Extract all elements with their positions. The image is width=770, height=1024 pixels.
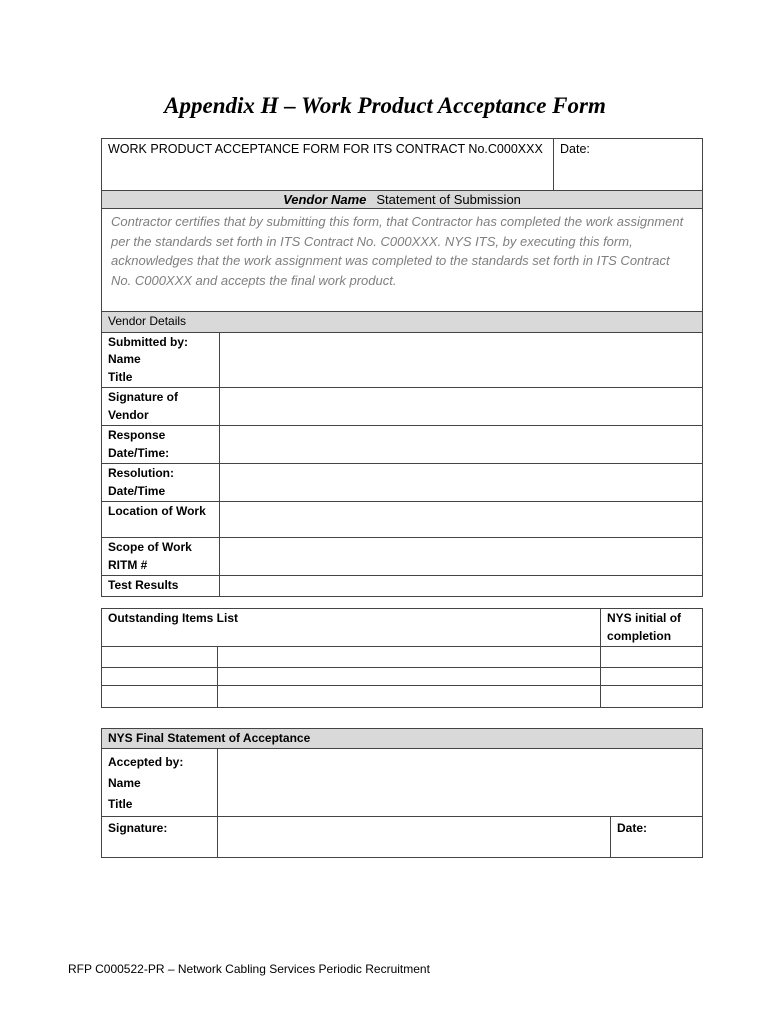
title-text: Title <box>108 797 133 811</box>
statement-heading <box>102 191 703 209</box>
vendor-name-label: Vendor Name <box>283 192 367 207</box>
vendor-details-heading: Vendor Details <box>102 312 703 333</box>
signature-field[interactable] <box>218 817 611 858</box>
response-datetime-label: Response Date/Time: <box>102 426 220 464</box>
page-footer: RFP C000522-PR – Network Cabling Services Periodic Recruitment <box>68 962 430 976</box>
scope-of-work-field[interactable] <box>220 538 703 576</box>
accepted-by-label <box>102 749 218 817</box>
item-initial-cell[interactable] <box>601 686 703 708</box>
location-of-work-field[interactable] <box>220 502 703 538</box>
resolution-datetime-field[interactable] <box>220 464 703 502</box>
scope-of-work-label: Scope of Work RITM # <box>102 538 220 576</box>
vendor-details-table <box>101 311 703 597</box>
date-cell[interactable] <box>554 139 703 191</box>
contract-label: WORK PRODUCT ACCEPTANCE FORM FOR ITS CONTRACT No.C000XXX <box>108 142 543 156</box>
test-results-field[interactable] <box>220 576 703 597</box>
date-label: Date: <box>560 142 590 156</box>
outstanding-items-heading: Outstanding Items List <box>102 609 601 647</box>
contract-label-cell <box>102 139 554 191</box>
accepted-by-text: Accepted by: <box>108 755 184 769</box>
item-cell[interactable] <box>102 647 218 668</box>
item-description-cell[interactable] <box>218 668 601 686</box>
item-initial-cell[interactable] <box>601 647 703 668</box>
item-description-cell[interactable] <box>218 647 601 668</box>
item-description-cell[interactable] <box>218 686 601 708</box>
nys-initial-heading: NYS initial of completion <box>601 609 703 647</box>
outstanding-items-table <box>101 608 703 708</box>
page-title: Appendix H – Work Product Acceptance Form <box>164 93 606 118</box>
acceptance-heading: NYS Final Statement of Acceptance <box>102 729 703 749</box>
acceptance-table <box>101 728 703 858</box>
location-of-work-label: Location of Work <box>102 502 220 538</box>
signature-vendor-field[interactable] <box>220 388 703 426</box>
submitted-by-field[interactable] <box>220 332 703 388</box>
name-text: Name <box>108 776 141 790</box>
test-results-label: Test Results <box>102 576 220 597</box>
signature-label: Signature: <box>102 817 218 858</box>
submission-table <box>101 138 703 312</box>
statement-body: Contractor certifies that by submitting this form, that Contractor has completed the work assignment per the standards set forth in ITS Contract No. C000XXX. NYS ITS, by executing this form, acknowledges that the work assignment was completed to the standards set forth in ITS Contract No. C000XXX and accepts the final work product. <box>102 209 703 312</box>
item-cell[interactable] <box>102 668 218 686</box>
signature-vendor-label: Signature of Vendor <box>102 388 220 426</box>
resolution-datetime-label: Resolution: Date/Time <box>102 464 220 502</box>
accepted-by-field[interactable] <box>218 749 703 817</box>
acceptance-date-label[interactable]: Date: <box>611 817 703 858</box>
submitted-by-label: Submitted by: Name Title <box>102 332 220 388</box>
item-initial-cell[interactable] <box>601 668 703 686</box>
statement-label: Statement of Submission <box>376 192 521 207</box>
item-cell[interactable] <box>102 686 218 708</box>
response-datetime-field[interactable] <box>220 426 703 464</box>
